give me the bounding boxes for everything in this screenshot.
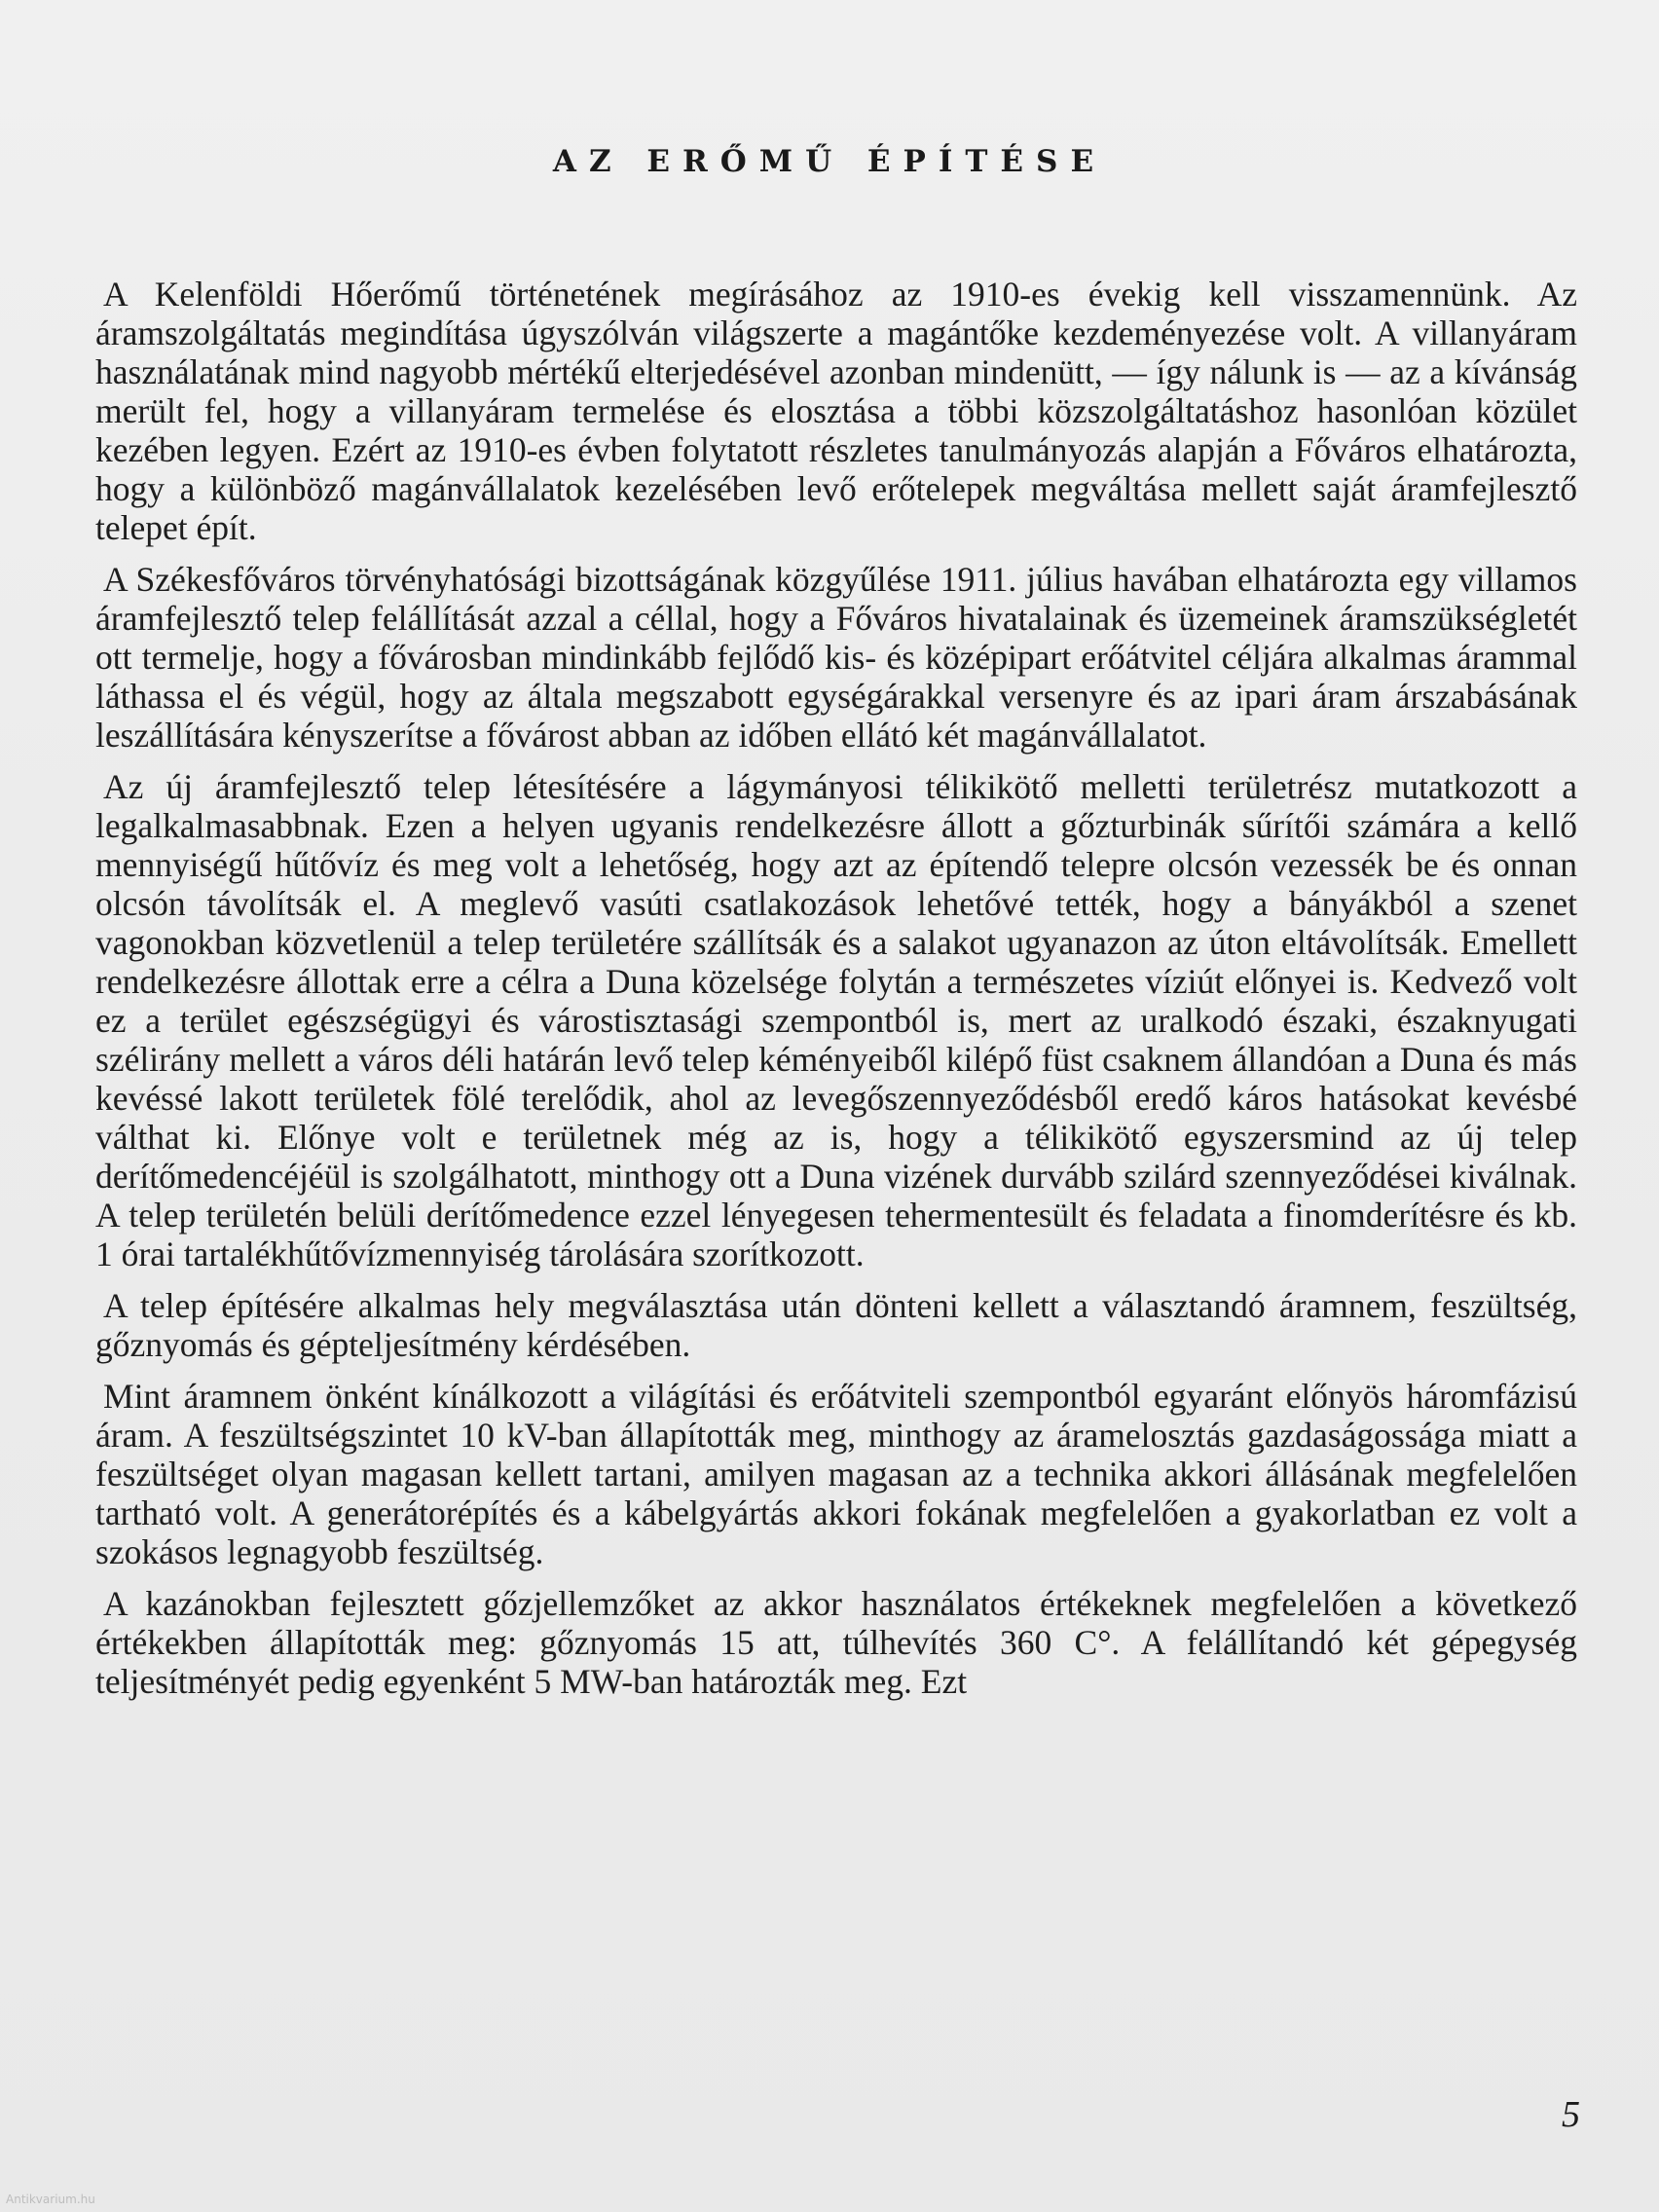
watermark: Antikvarium.hu xyxy=(6,2193,95,2206)
body-text xyxy=(95,275,1577,1714)
page-number: 5 xyxy=(1562,2094,1580,2135)
paragraph-5: Mint áramnem önként kínálkozott a világítási és erőátviteli szempontból egyaránt előnyös háromfázisú áram. A feszültségszintet 10 kV-ban állapították meg, minthogy az áramelosztás gazdaságossága miatt a feszültséget olyan magasan kellett tartani, amilyen magasan az a technika akkori állásának megfelelően tartható volt. A generátorépítés és a kábelgyártás akkori fokának megfelelően a gyakorlatban ez volt a szokásos legnagyobb feszültség. xyxy=(95,1377,1577,1571)
paragraph-6: A kazánokban fejlesztett gőzjellemzőket az akkor használatos értékeknek megfelelően a következő értékekben állapították meg: gőznyomás 15 att, túlhevítés 360 C°. A felállítandó két gépegység teljesítményét pedig egyenként 5 MW-ban határozták meg. Ezt xyxy=(95,1584,1577,1701)
paragraph-3: Az új áramfejlesztő telep létesítésére a lágymányosi télikikötő melletti területrész mutatkozott a legalkalmasabbnak. Ezen a helyen ugyanis rendelkezésre állott a gőzturbinák sűrítői számára a kellő mennyiségű hűtővíz és meg volt a lehetőség, hogy azt az építendő telepre olcsón vezessék be és onnan olcsón távolítsák el. A meglevő vasúti csatlakozások lehetővé tették, hogy a bányákból a szenet vagonokban közvetlenül a telep területére szállítsák és a salakot ugyanazon az úton eltávolítsák. Emellett rendelkezésre állottak erre a célra a Duna közelsége folytán a természetes víziút előnyei is. Kedvező volt ez a terület egészségügyi és várostisztasági szempontból is, mert az uralkodó északi, északnyugati szélirány mellett a város déli határán levő telep kéményeiből kilépő füst csaknem állandóan a Duna és más kevéssé lakott területek fölé terelődik, ahol az levegőszennyeződésből eredő káros hatásokat kevésbé válthat ki. Előnye volt e területnek még az is, hogy a télikikötő egyszersmind az új telep derítőmedencéjéül is szolgálhatott, minthogy ott a Duna vizének durvább szilárd szennyeződései kiválnak. A telep területén belüli derítőmedence ezzel lényegesen tehermentesült és feladata a finomderítésre és kb. 1 órai tartalékhűtővízmennyiség tárolására szorítkozott. xyxy=(95,767,1577,1273)
chapter-title: AZ ERŐMŰ ÉPÍTÉSE xyxy=(552,144,1107,179)
paragraph-1: A Kelenföldi Hőerőmű történetének megírásához az 1910-es évekig kell visszamennünk. Az áramszolgáltatás megindítása úgyszólván világszerte a magántőke kezdeményezése volt. A villanyáram használatának mind nagyobb mértékű elterjedésével azonban mindenütt, — így nálunk is — az a kívánság merült fel, hogy a villanyáram termelése és elosztása a többi közszolgáltatáshoz hasonlóan közület kezében legyen. Ezért az 1910-es évben folytatott részletes tanulmányozás alapján a Főváros elhatározta, hogy a különböző magánvállalatok kezelésében levő erőtelepek megváltása mellett saját áramfejlesztő telepet épít. xyxy=(95,275,1577,547)
paragraph-2: A Székesfőváros törvényhatósági bizottságának közgyűlése 1911. július havában elhatározta egy villamos áramfejlesztő telep felállítását azzal a céllal, hogy a Főváros hivatalainak és üzemeinek áramszükségletét ott termelje, hogy a fővárosban mindinkább fejlődő kis- és középipart erőátvitel céljára alkalmas árammal láthassa el és végül, hogy az általa megszabott egységárakkal versenyre és az ipari áram árszabásának leszállítására kényszerítse a fővárost abban az időben ellátó két magánvállalatot. xyxy=(95,560,1577,755)
paragraph-4: A telep építésére alkalmas hely megválasztása után dönteni kellett a választandó áramnem, feszültség, gőznyomás és gépteljesítmény kérdésében. xyxy=(95,1286,1577,1364)
